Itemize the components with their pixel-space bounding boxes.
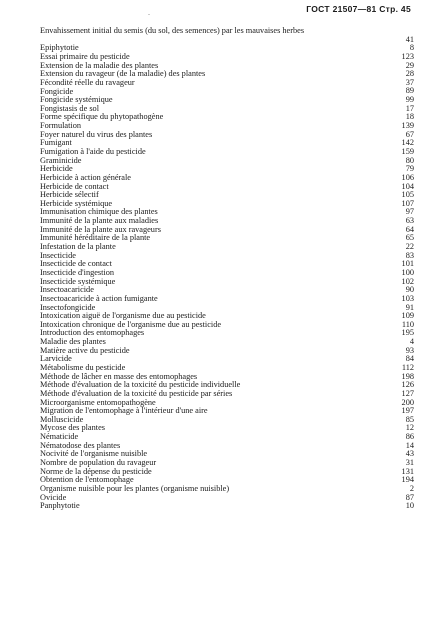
entry-page-number: 105	[401, 190, 414, 200]
entry-term: Insectoacaricide à action fumigante	[40, 293, 158, 303]
index-entry	[40, 148, 414, 157]
entry-term: Herbicide à action générale	[40, 172, 131, 182]
entry-page-number: 126	[401, 380, 414, 390]
entry-term: Mycose des plantes	[40, 423, 105, 433]
index-entry	[40, 295, 414, 304]
entry-page-number: 93	[405, 345, 414, 355]
entry-term: Obtention de l'entomophage	[40, 475, 134, 485]
entry-page-number: 80	[405, 155, 414, 165]
entry-term: Herbicide sélectif	[40, 190, 99, 200]
entry-page-number: 63	[405, 216, 414, 226]
entry-page-number: 2	[409, 483, 414, 493]
entry-page-number: 110	[401, 319, 414, 329]
entry-term: Nombre de population du ravageur	[40, 458, 157, 468]
entry-term: Extension de la maladie des plantes	[40, 60, 159, 70]
entry-term: Insecticide	[40, 250, 76, 260]
entry-term: Métabolisme du pesticide	[40, 363, 126, 372]
entry-term: Fumigant	[40, 138, 72, 148]
entry-term: Fécondité réelle du ravageur	[40, 77, 135, 87]
entry-page-number: 159	[401, 146, 414, 156]
entry-term: Intoxication chronique de l'organisme due au pesticide	[40, 319, 222, 329]
entry-term: Insecticide systémique	[40, 276, 116, 286]
entry-page-number: 106	[401, 172, 414, 182]
index-entry	[40, 485, 414, 494]
index-entry	[40, 157, 414, 166]
entry-term: Norme de la dépense du pesticide	[40, 466, 152, 476]
entry-term: Fongistasis de sol	[40, 103, 100, 113]
entry-page-number: 194	[401, 475, 414, 485]
index-entry	[40, 424, 414, 433]
entry-term: Nocivité de l'organisme nuisible	[40, 449, 148, 459]
entry-page-number: 100	[401, 267, 414, 277]
entry-page-number: 89	[405, 86, 414, 96]
entry-page-number: 37	[405, 77, 414, 87]
entry-page-number: 99	[405, 95, 414, 105]
entry-term: Introduction des entomophages	[40, 328, 145, 338]
entry-page-number: 41	[405, 34, 414, 44]
entry-page-number: 86	[405, 432, 414, 442]
entry-page-number: 31	[405, 458, 414, 468]
entry-page-number: 29	[405, 60, 414, 70]
entry-term: Microorganisme entomopathogène	[40, 397, 156, 407]
entry-page-number: 28	[405, 69, 414, 79]
index-entry	[40, 131, 414, 140]
entry-term: Méthode d'évaluation de la toxicité du pesticide individuelle	[40, 380, 241, 390]
entry-term: Larvicide	[40, 354, 72, 364]
entry-term: Fongicide systémique	[40, 95, 113, 105]
entry-page-number: 131	[401, 466, 414, 476]
entry-page-number: 43	[405, 449, 414, 459]
entry-page-number: 142	[401, 138, 414, 148]
index-entry	[40, 347, 414, 356]
entry-term: Intoxication aiguë de l'organisme due au pesticide	[40, 311, 206, 321]
entry-term: Envahissement initial du semis (du sol, des semences) par les mauvaises herbes	[40, 26, 305, 35]
entry-page-number: 197	[401, 406, 414, 416]
entry-term: Forme spécifique du phytopathogène	[40, 112, 164, 122]
entry-page-number: 8	[409, 43, 414, 53]
entry-page-number: 67	[405, 129, 414, 139]
entry-page-number: 101	[401, 259, 414, 269]
entry-page-number: 91	[405, 302, 414, 312]
entry-term: Nématicide	[40, 432, 79, 442]
entry-term: Herbicide systémique	[40, 198, 113, 208]
entry-page-number: 17	[405, 103, 414, 113]
entry-page-number: 107	[401, 198, 414, 208]
entry-page-number: 123	[401, 51, 414, 61]
entry-page-number: 200	[401, 397, 414, 407]
entry-term: Herbicide de contact	[40, 181, 109, 191]
entry-page-number: 22	[405, 242, 414, 252]
print-speck: -	[148, 12, 150, 18]
entry-term: Immunité héréditaire de la plante	[40, 233, 151, 243]
entry-term: Organisme nuisible pour les plantes (organisme nuisible)	[40, 483, 230, 493]
entry-page-number: 103	[401, 293, 414, 303]
entry-term: Epiphytotie	[40, 43, 79, 53]
entry-term: Ovicide	[40, 492, 67, 502]
entry-page-number: 112	[401, 362, 414, 372]
entry-page-number: 127	[401, 388, 414, 398]
entry-page-number: 97	[405, 207, 414, 217]
entry-page-number: 4	[409, 337, 414, 347]
entry-page-number: 65	[405, 233, 414, 243]
entry-page-number: 195	[401, 328, 414, 338]
entry-term: Immunité de la plante aux maladies	[40, 216, 159, 226]
index-entry	[40, 502, 414, 511]
entry-page-number: 64	[405, 224, 414, 234]
entry-page-number: 14	[405, 440, 414, 450]
entry-page-number: 198	[401, 371, 414, 381]
entry-page-number: 12	[405, 423, 414, 433]
entry-page-number: 109	[401, 311, 414, 321]
entry-term: Nématodose des plantes	[40, 440, 121, 450]
entry-term: Graminicide	[40, 155, 82, 165]
entry-term: Insecticide de contact	[40, 259, 112, 269]
entry-term: Molluscicide	[40, 414, 84, 424]
term-index	[40, 27, 414, 511]
entry-term: Méthode de lâcher en masse des entomophages	[40, 371, 198, 381]
entry-term: Insectoacaricide	[40, 285, 94, 295]
entry-page-number: 10	[405, 501, 414, 511]
index-entry	[40, 27, 414, 44]
entry-term: Infestation de la plante	[40, 242, 116, 252]
index-entry	[40, 113, 414, 122]
entry-term: Immunité de la plante aux ravageurs	[40, 224, 161, 234]
entry-term: Méthode d'évaluation de la toxicité du pesticide par séries	[40, 388, 233, 398]
entry-term: Extension du ravageur (de la maladie) des plantes	[40, 69, 206, 79]
entry-page-number: 104	[401, 181, 414, 191]
index-entry	[40, 494, 414, 503]
entry-term: Fongicide	[40, 86, 74, 96]
entry-term: Essai primaire du pesticide	[40, 51, 130, 61]
entry-term: Panphytotie	[40, 501, 80, 511]
page-header: ГОСТ 21507—81 Стр. 45	[306, 4, 411, 14]
entry-term: Fumigation à l'aide du pesticide	[40, 146, 146, 156]
entry-page-number: 85	[405, 414, 414, 424]
entry-term: Herbicide	[40, 164, 73, 174]
entry-term: Foyer naturel du virus des plantes	[40, 129, 153, 139]
index-entry	[40, 243, 414, 252]
entry-page-number: 102	[401, 276, 414, 286]
entry-term: Maladie des plantes	[40, 337, 106, 347]
entry-term: Formulation	[40, 121, 82, 131]
entry-page-number: 87	[405, 492, 414, 502]
entry-term: Migration de l'entomophage à l'intérieur d'une aire	[40, 406, 208, 416]
entry-page-number: 83	[405, 250, 414, 260]
entry-term: Insecticide d'ingestion	[40, 267, 115, 277]
entry-page-number: 84	[405, 354, 414, 364]
index-entry	[40, 407, 414, 416]
entry-term: Immunisation chimique des plantes	[40, 207, 158, 217]
entry-page-number: 139	[401, 121, 414, 131]
entry-page-number: 79	[405, 164, 414, 174]
entry-page-number: 18	[405, 112, 414, 122]
entry-page-number: 90	[405, 285, 414, 295]
entry-term: Insectofongicide	[40, 302, 96, 312]
index-entry	[40, 79, 414, 88]
index-entry	[40, 278, 414, 287]
entry-term: Matière active du pesticide	[40, 345, 130, 355]
